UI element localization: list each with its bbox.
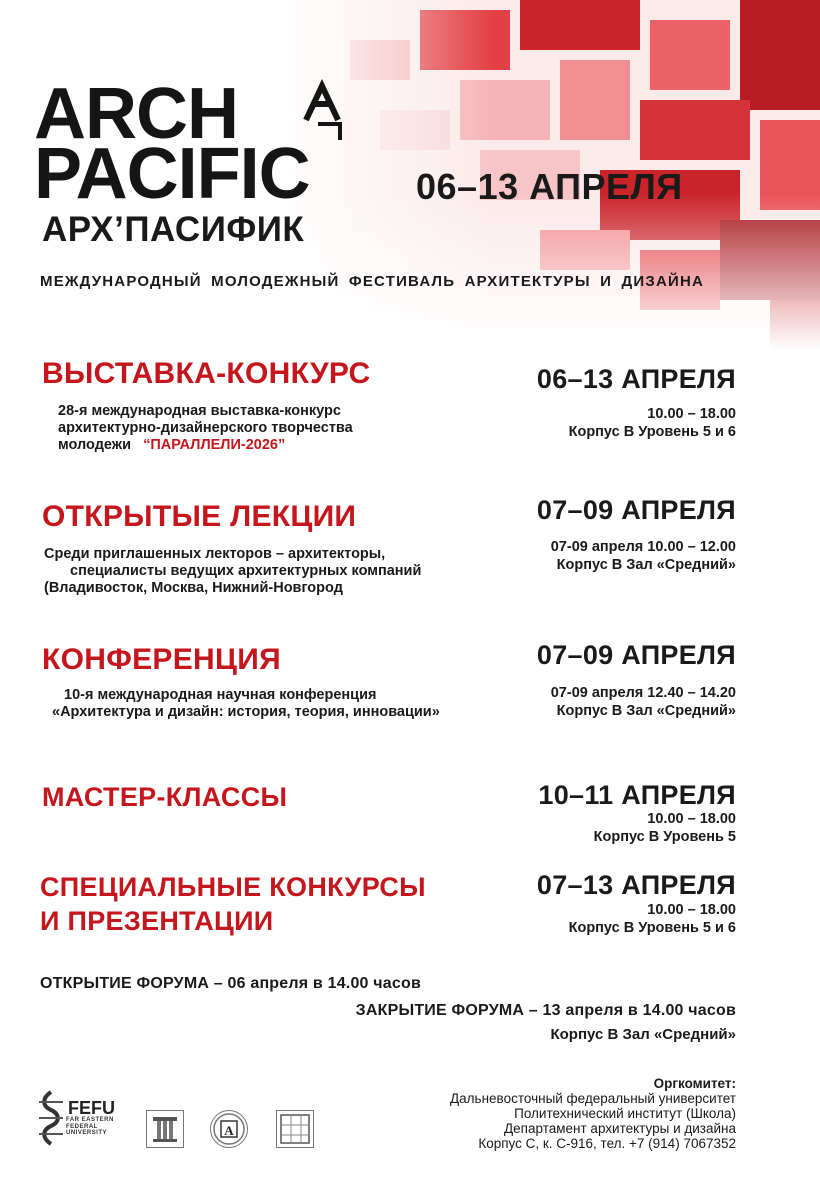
emblem-letter: A bbox=[224, 1123, 234, 1138]
orgcom-line: Департамент архитектуры и дизайна bbox=[504, 1121, 736, 1136]
orgcom-heading: Оргкомитет: bbox=[653, 1076, 736, 1091]
title-line: И ПРЕЗЕНТАЦИИ bbox=[40, 906, 274, 936]
section-date-masterclasses: 10–11 АПРЕЛЯ bbox=[538, 780, 736, 810]
body-line: архитектурно-дизайнерского творчества bbox=[58, 420, 353, 436]
body-line: специалисты ведущих архитектурных компаний bbox=[70, 563, 422, 579]
fefu-sub: FEDERAL bbox=[66, 1123, 98, 1130]
union-architects-logo bbox=[210, 1110, 248, 1148]
column-logo bbox=[146, 1110, 184, 1148]
festival-dates: 06–13 АПРЕЛЯ bbox=[416, 166, 683, 207]
grid-logo bbox=[276, 1110, 314, 1148]
body-line: (Владивосток, Москва, Нижний-Новгород bbox=[44, 580, 343, 596]
section-title-exhibition: ВЫСТАВКА-КОНКУРС bbox=[42, 357, 371, 390]
section-time-special: 10.00 – 18.00 bbox=[647, 902, 736, 918]
section-time-exhibition: 10.00 – 18.00 bbox=[647, 406, 736, 422]
body-text: молодежи bbox=[58, 437, 131, 453]
organizing-committee bbox=[450, 1076, 736, 1151]
orgcom-line: Корпус С, к. С-916, тел. +7 (914) 7067352 bbox=[478, 1136, 736, 1151]
section-date-lectures: 07–09 АПРЕЛЯ bbox=[536, 495, 736, 525]
fefu-sub: UNIVERSITY bbox=[66, 1130, 108, 1137]
column-icon bbox=[147, 1111, 183, 1147]
body-line bbox=[58, 437, 353, 454]
section-place-conference: Корпус В Зал «Средний» bbox=[556, 703, 736, 719]
forum-opening: ОТКРЫТИЕ ФОРУМА – 06 апреля в 14.00 часов bbox=[40, 975, 421, 992]
section-title-masterclasses: МАСТЕР-КЛАССЫ bbox=[42, 782, 288, 812]
section-place-lectures: Корпус В Зал «Средний» bbox=[556, 557, 736, 573]
forum-closing: ЗАКРЫТИЕ ФОРУМА – 13 апреля в 14.00 часов bbox=[355, 1002, 736, 1019]
section-time-lectures: 07-09 апреля 10.00 – 12.00 bbox=[550, 539, 736, 555]
fefu-sub: FAR EASTERN bbox=[66, 1117, 114, 1124]
fefu-logo bbox=[36, 1088, 115, 1148]
body-line: «Архитектура и дизайн: история, теория, инновации» bbox=[52, 704, 440, 720]
body-line: 28-я международная выставка-конкурс bbox=[58, 403, 341, 419]
section-time-conference: 07-09 апреля 12.40 – 14.20 bbox=[550, 685, 736, 701]
section-time-masterclasses: 10.00 – 18.00 bbox=[647, 811, 736, 827]
section-title-special bbox=[40, 870, 426, 938]
logo-russian: АРХ’ПАСИФИК bbox=[42, 210, 305, 249]
title-line: СПЕЦИАЛЬНЫЕ КОНКУРСЫ bbox=[40, 872, 426, 902]
section-title-lectures: ОТКРЫТЫЕ ЛЕКЦИИ bbox=[42, 500, 357, 533]
orgcom-line: Дальневосточный федеральный университет bbox=[450, 1091, 736, 1106]
contest-name: “ПАРАЛЛЕЛИ-2026” bbox=[143, 437, 286, 453]
fefu-text bbox=[66, 1099, 115, 1137]
section-body-exhibition bbox=[58, 403, 353, 454]
body-line: 10-я международная научная конференция bbox=[64, 687, 377, 703]
section-place-masterclasses: Корпус В Уровень 5 bbox=[593, 829, 736, 845]
section-body-lectures bbox=[44, 546, 421, 597]
section-date-special: 07–13 АПРЕЛЯ bbox=[536, 870, 736, 900]
section-date-conference: 07–09 АПРЕЛЯ bbox=[536, 640, 736, 670]
logo-arch: ARCH bbox=[34, 74, 238, 154]
section-title-conference: КОНФЕРЕНЦИЯ bbox=[42, 643, 281, 676]
emblem-icon bbox=[211, 1111, 247, 1147]
section-place-special: Корпус В Уровень 5 и 6 bbox=[568, 920, 736, 936]
orgcom-line: Политехнический институт (Школа) bbox=[514, 1106, 736, 1121]
logo-pacific: PACIFIC bbox=[34, 134, 310, 214]
section-place-exhibition: Корпус В Уровень 5 и 6 bbox=[568, 424, 736, 440]
body-line: Среди приглашенных лекторов – архитекторы, bbox=[44, 546, 386, 562]
fefu-emblem-icon bbox=[36, 1088, 66, 1148]
fefu-name: FEFU bbox=[68, 1098, 115, 1119]
grid-icon bbox=[277, 1111, 313, 1147]
section-body-conference bbox=[52, 687, 440, 721]
section-date-exhibition: 06–13 АПРЕЛЯ bbox=[536, 364, 736, 394]
festival-subtitle: МЕЖДУНАРОДНЫЙ МОЛОДЕЖНЫЙ ФЕСТИВАЛЬ АРХИТЕКТУРЫ И ДИЗАЙНА bbox=[40, 273, 705, 290]
forum-place: Корпус В Зал «Средний» bbox=[550, 1026, 736, 1043]
